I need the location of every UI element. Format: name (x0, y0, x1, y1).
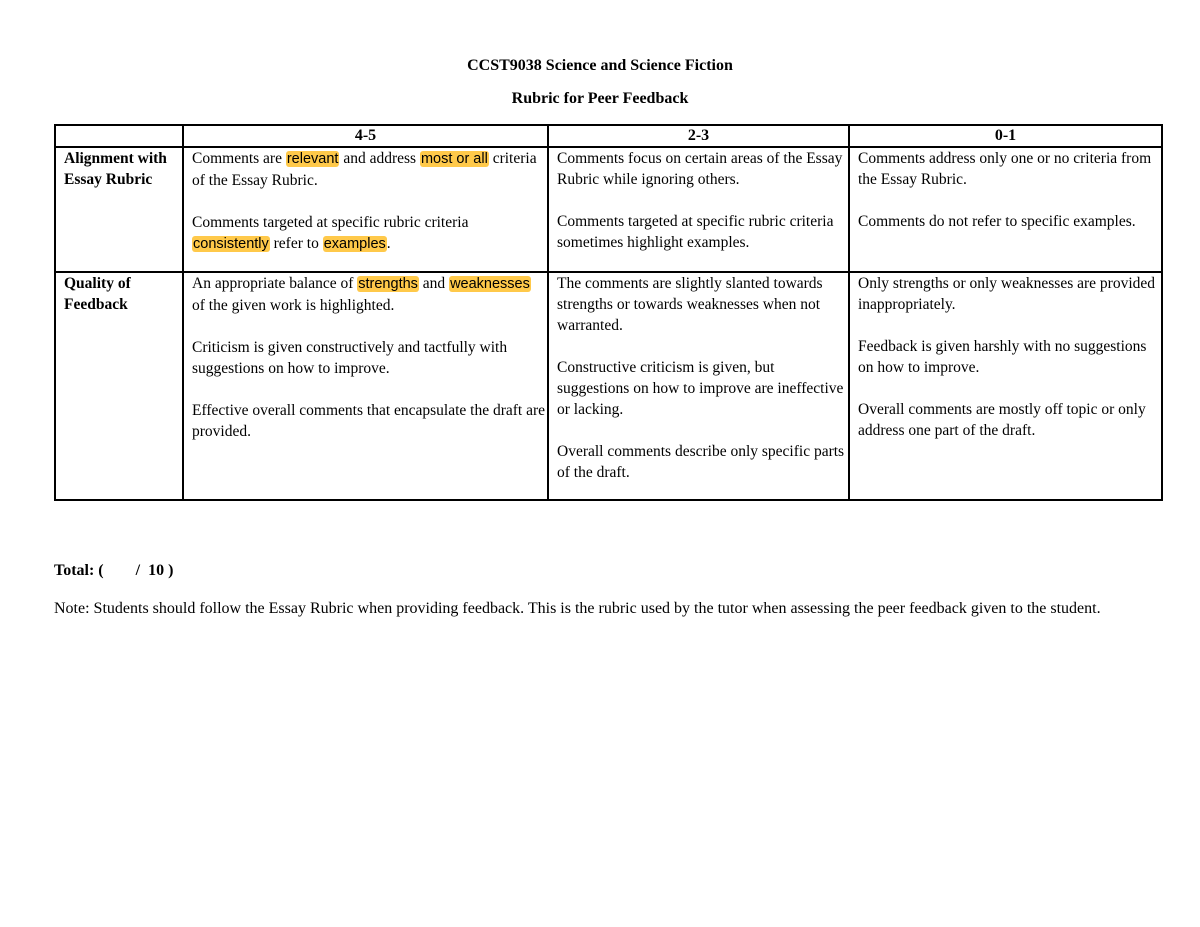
descriptor-text (192, 273, 547, 316)
highlighted-text: most or all (420, 151, 488, 167)
total-separator: / (135, 562, 141, 579)
cell-mid (548, 147, 849, 272)
paragraph-spacer (858, 315, 1161, 336)
highlighted-text: consistently (193, 236, 269, 252)
descriptor-fragment: refer to (269, 235, 323, 252)
cell-high (183, 272, 548, 500)
rubric-row-alignment (55, 147, 1162, 272)
descriptor-fragment: Effective overall comments that encapsulate the draft are provided. (192, 402, 546, 440)
cell-high (183, 147, 548, 272)
rubric-row-quality (55, 272, 1162, 500)
header-score-2-3: 2-3 (548, 125, 849, 147)
descriptor-text: Comments focus on certain areas of the Essay Rubric while ignoring others. (557, 150, 843, 188)
cell-mid (548, 272, 849, 500)
total-label: Total: ( (54, 562, 104, 579)
paragraph-spacer (557, 420, 848, 441)
descriptor-text: Comments address only one or no criteria from the Essay Rubric. (858, 150, 1152, 188)
rubric-header-row (55, 125, 1162, 147)
paragraph-spacer (858, 378, 1161, 399)
descriptor-text: Comments do not refer to specific examples. (858, 213, 1136, 230)
document-title: CCST9038 Science and Science Fiction (467, 57, 733, 74)
paragraph-spacer (557, 190, 848, 211)
descriptor-text (192, 212, 547, 255)
paragraph-spacer (192, 379, 547, 400)
rubric-table (54, 124, 1163, 501)
criterion-label: Alignment with Essay Rubric (55, 147, 183, 272)
header-score-4-5: 4-5 (183, 125, 548, 147)
descriptor-fragment: . (386, 235, 391, 252)
descriptor-fragment: Comments are (192, 150, 286, 167)
highlighted-text: examples (323, 236, 386, 252)
highlighted-text: relevant (286, 151, 339, 167)
descriptor-fragment: and address (339, 150, 420, 167)
highlighted-text: weaknesses (450, 276, 530, 292)
descriptor-fragment: criteria of the Essay Rubric. (192, 150, 537, 189)
document-subtitle: Rubric for Peer Feedback (511, 90, 689, 107)
paragraph-spacer (557, 336, 848, 357)
descriptor-text: The comments are slightly slanted towards strengths or towards weaknesses when not warranted. (557, 275, 823, 334)
total-max: 10 ) (148, 562, 174, 579)
descriptor-fragment: An appropriate balance of (192, 275, 358, 292)
criterion-label: Quality of Feedback (55, 272, 183, 500)
descriptor-fragment: Criticism is given constructively and tactfully with suggestions on how to improve. (192, 339, 508, 377)
descriptor-text: Only strengths or only weaknesses are provided inappropriately. (858, 275, 1156, 313)
cell-low (849, 272, 1162, 500)
descriptor-text (192, 400, 547, 442)
descriptor-text: Comments targeted at specific rubric criteria sometimes highlight examples. (557, 213, 834, 251)
descriptor-fragment: Comments targeted at specific rubric criteria (192, 214, 469, 231)
descriptor-text: Constructive criticism is given, but suggestions on how to improve are ineffective or lacking. (557, 359, 844, 418)
header-criterion (55, 125, 183, 147)
descriptor-text: Overall comments are mostly off topic or only address one part of the draft. (858, 401, 1146, 439)
total-score-line (54, 562, 173, 580)
descriptor-text: Overall comments describe only specific parts of the draft. (557, 443, 845, 481)
descriptor-text: Feedback is given harshly with no suggestions on how to improve. (858, 338, 1147, 376)
paragraph-spacer (192, 316, 547, 337)
note-text: Note: Students should follow the Essay Rubric when providing feedback. This is the rubric used by the tutor when assessing the peer feedback given to the student. (54, 600, 1101, 617)
header-score-0-1: 0-1 (849, 125, 1162, 147)
paragraph-spacer (192, 191, 547, 212)
cell-low (849, 147, 1162, 272)
descriptor-fragment: of the given work is highlighted. (192, 297, 395, 314)
highlighted-text: strengths (358, 276, 418, 292)
paragraph-spacer (858, 190, 1161, 211)
descriptor-text (192, 148, 547, 191)
descriptor-fragment: and (418, 275, 450, 292)
descriptor-text (192, 337, 547, 379)
